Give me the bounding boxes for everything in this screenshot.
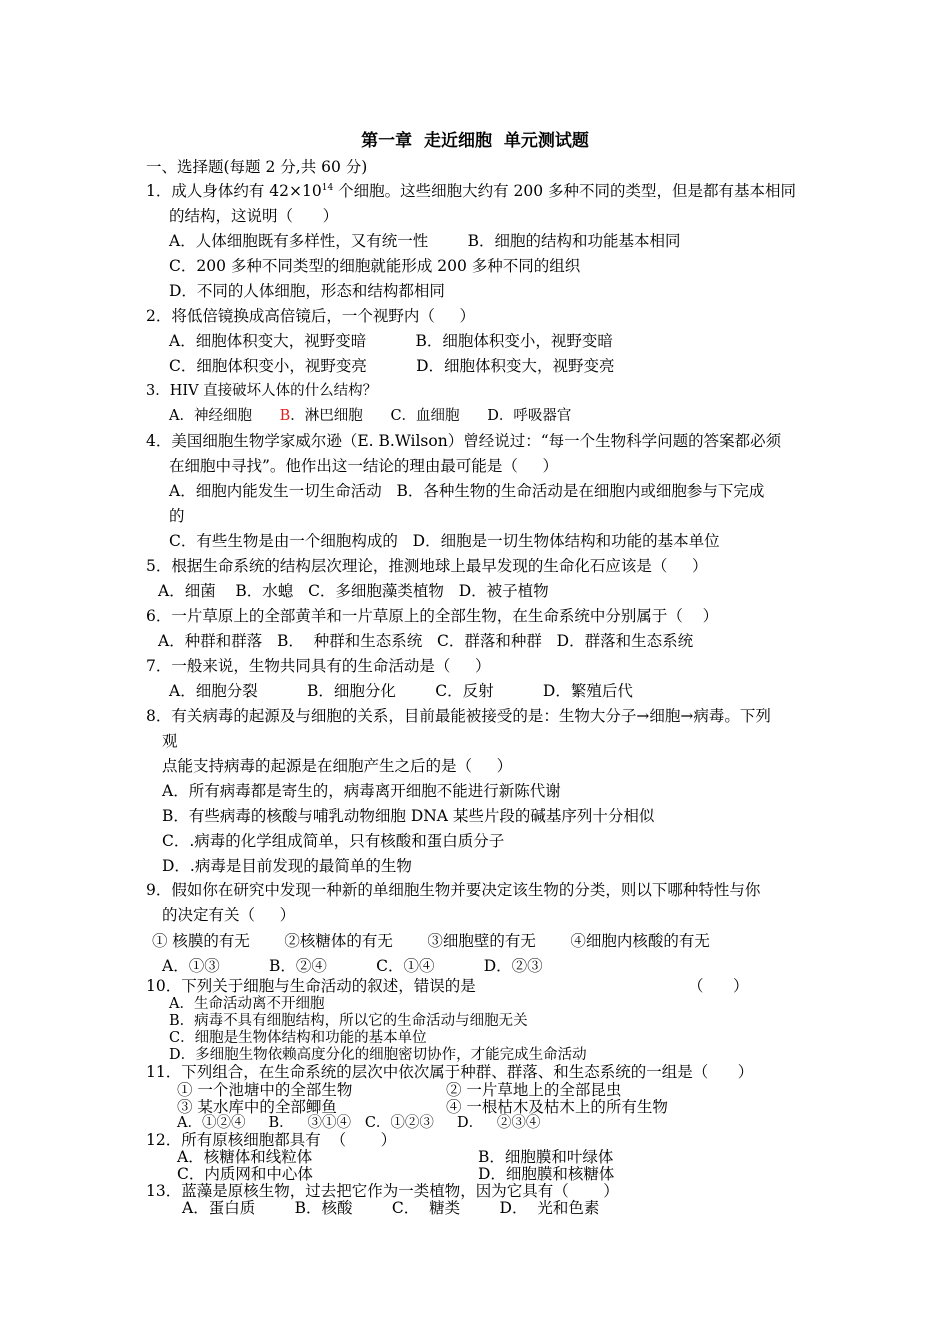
question-3-options: A．神经细胞 B．淋巴细胞 C．血细胞 D．呼吸器官	[169, 408, 572, 424]
question-6-stem: 6．一片草原上的全部黄羊和一片草原上的全部生物，在生命系统中分别属于（ ）	[146, 607, 719, 625]
question-1-option-d: D．不同的人体细胞，形态和结构都相同	[169, 282, 445, 300]
question-11-item-4: ④ 一根枯木及枯木上的所有生物	[446, 1098, 668, 1116]
question-12-option-c: C．内质网和中心体	[177, 1165, 313, 1183]
page-title: 第一章 走近细胞 单元测试题	[361, 131, 589, 151]
question-8-option-b: B．有些病毒的核酸与哺乳动物细胞 DNA 某些片段的碱基序列十分相似	[162, 807, 655, 825]
question-10-stem: 10．下列关于细胞与生命活动的叙述，错误的是	[146, 977, 476, 995]
question-4-line-1: 4．美国细胞生物学家威尔逊（E. B.Wilson）曾经说过：“每一个生物科学问题的答案都必须	[146, 432, 782, 450]
question-4-line-2: 在细胞中寻找”。他作出这一结论的理由最可能是（ ）	[169, 457, 559, 475]
question-3-stem: 3．HIV 直接破坏人体的什么结构？	[146, 383, 378, 399]
question-8-option-d: D．.病毒是目前发现的最简单的生物	[162, 857, 412, 875]
question-11-stem: 11．下列组合，在生命系统的层次中依次属于种群、群落、和生态系统的一组是（ ）	[146, 1063, 754, 1081]
question-2-options-ab: A．细胞体积变大，视野变暗 B．细胞体积变小，视野变暗	[169, 332, 613, 350]
question-6-options: A．种群和群落 B． 种群和生态系统 C．群落和种群 D．群落和生态系统	[158, 632, 694, 650]
question-13-stem: 13．蓝藻是原核生物，过去把它作为一类植物，因为它具有（ ）	[146, 1182, 619, 1200]
question-5-stem: 5．根据生命系统的结构层次理论，推测地球上最早发现的生命化石应该是（ ）	[146, 557, 708, 575]
highlighted-answer-b: B	[279, 408, 291, 424]
question-8-line-3: 点能支持病毒的起源是在细胞产生之后的是（ ）	[162, 757, 513, 775]
question-4-options-cd: C．有些生物是由一个细胞构成的 D．细胞是一切生物体结构和功能的基本单位	[169, 532, 720, 550]
section-heading: 一、选择题(每题 2 分,共 60 分)	[146, 158, 368, 176]
question-10-option-a: A．生命活动离不开细胞	[169, 996, 325, 1012]
question-9-items: ① 核膜的有无 ②核糖体的有无 ③细胞壁的有无 ④细胞内核酸的有无	[152, 932, 710, 950]
question-1-options-ab: A．人体细胞既有多样性，又有统一性 B．细胞的结构和功能基本相同	[169, 232, 681, 250]
question-10-option-d: D．多细胞生物依赖高度分化的细胞密切协作，才能完成生命活动	[169, 1047, 587, 1063]
question-11-item-2: ② 一片草地上的全部昆虫	[446, 1081, 622, 1099]
question-11-item-1: ① 一个池塘中的全部生物	[177, 1081, 353, 1099]
question-1-line-1: 1．成人身体约有 $42\times 10^{14}$ 个细胞。这些细胞大约有 200 多种不同的类型，但是都有基本相同	[146, 182, 797, 200]
question-10-option-c: C．细胞是生物体结构和功能的基本单位	[169, 1030, 427, 1046]
question-11-options: A．①②④ B． ③①④ C．①②③ D． ②③④	[177, 1115, 541, 1131]
question-8-line-1: 8．有关病毒的起源及与细胞的关系，目前最能被接受的是：生物大分子→细胞→病毒。下列	[146, 707, 771, 725]
question-7-stem: 7．一般来说，生物共同具有的生命活动是（ ）	[146, 657, 491, 675]
question-1-option-c: C．200 多种不同类型的细胞就能形成 200 多种不同的组织	[169, 257, 581, 275]
question-12-option-d: D．细胞膜和核糖体	[478, 1165, 615, 1183]
question-2-stem: 2．将低倍镜换成高倍镜后，一个视野内（ ）	[146, 307, 475, 325]
question-1-line-2: 的结构，这说明（ ）	[169, 207, 339, 225]
question-11-item-3: ③ 某水库中的全部鲫鱼	[177, 1098, 337, 1116]
question-12-stem: 12．所有原核细胞都具有 （ ）	[146, 1131, 397, 1149]
question-8-option-a: A．所有病毒都是寄生的，病毒离开细胞不能进行新陈代谢	[162, 782, 561, 800]
question-8-line-2: 观	[162, 732, 178, 750]
question-4-options-ab-cont: 的	[169, 507, 185, 525]
question-5-options: A．细菌 B．水螅 C．多细胞藻类植物 D．被子植物	[158, 582, 549, 600]
question-2-options-cd: C．细胞体积变小，视野变亮 D．细胞体积变大，视野变亮	[169, 357, 615, 375]
question-8-option-c: C．.病毒的化学组成简单，只有核酸和蛋白质分子	[162, 832, 505, 850]
question-10-answer-paren: （ ）	[688, 977, 749, 995]
question-9-line-1: 9．假如你在研究中发现一种新的单细胞生物并要决定该生物的分类，则以下哪种特性与你	[146, 881, 761, 899]
question-13-options: A．蛋白质 B．核酸 C． 糖类 D． 光和色素	[182, 1199, 600, 1217]
question-12-option-b: B．细胞膜和叶绿体	[478, 1148, 614, 1166]
question-9-line-2: 的决定有关（ ）	[162, 906, 296, 924]
question-7-options: A．细胞分裂 B．细胞分化 C．反射 D．繁殖后代	[169, 682, 633, 700]
question-4-options-ab: A．细胞内能发生一切生命活动 B．各种生物的生命活动是在细胞内或细胞参与下完成	[169, 482, 765, 500]
question-9-options: A．①③ B．②④ C．①④ D．②③	[162, 957, 543, 975]
question-12-option-a: A．核糖体和线粒体	[177, 1148, 313, 1166]
question-10-option-b: B．病毒不具有细胞结构，所以它的生命活动与细胞无关	[169, 1013, 528, 1029]
